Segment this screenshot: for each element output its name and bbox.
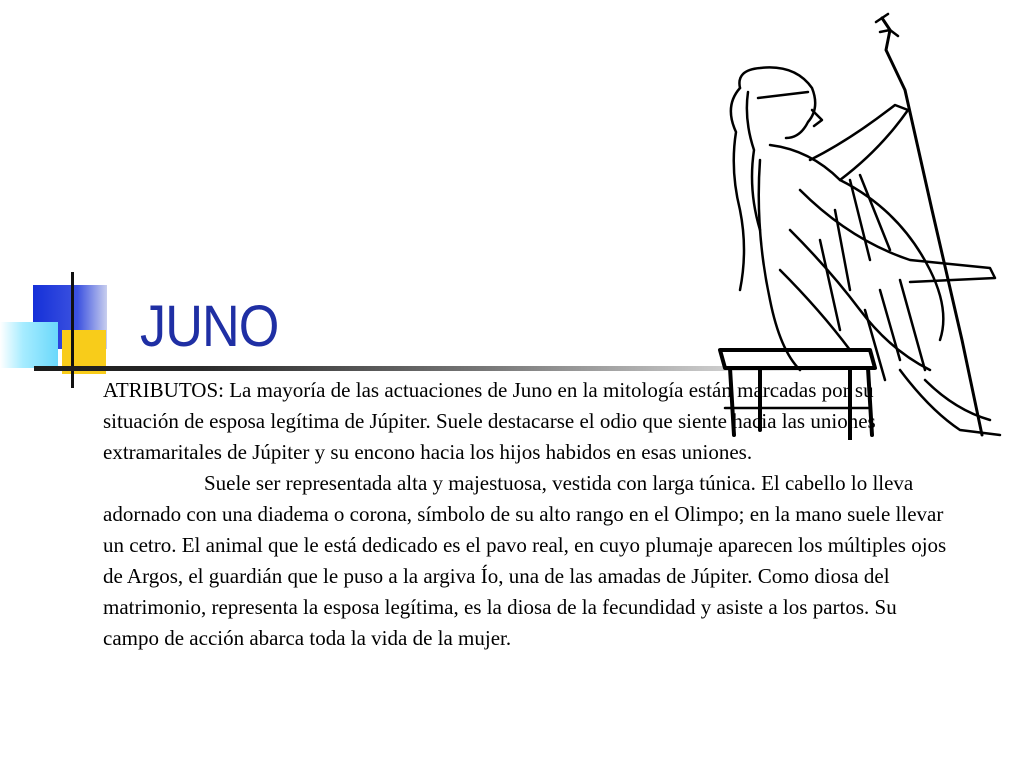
decor-cyan-square — [0, 322, 58, 368]
paragraph-attributes: ATRIBUTOS: La mayoría de las actuaciones de Juno en la mitología están marcadas por su situación de esposa legítima de Júpiter. Suele destacarse el odio que siente hacia las uniones extramaritales de Júpiter y su encono hacia los hijos habidos en esas uniones. — [103, 378, 876, 464]
slide-title: JUNO — [140, 294, 279, 359]
attributes-text — [103, 375, 953, 654]
paragraph-description-wrap — [103, 468, 953, 654]
paragraph-description: Suele ser representada alta y majestuosa, vestida con larga túnica. El cabello lo lleva adornado con una diadema o corona, símbolo de su alto rango en el Olimpo; en la mano suele llevar un cetro. El animal que le está dedicado es el pavo real, en cuyo plumaje aparecen los múltiples ojos de Argos, el guardián que le puso a la argiva Ío, una de las amadas de Júpiter. Como diosa del matrimonio, representa la esposa legítima, es la diosa de la fecundidad y asiste a los partos. Su campo de acción abarca toda la vida de la mujer. — [103, 471, 947, 650]
